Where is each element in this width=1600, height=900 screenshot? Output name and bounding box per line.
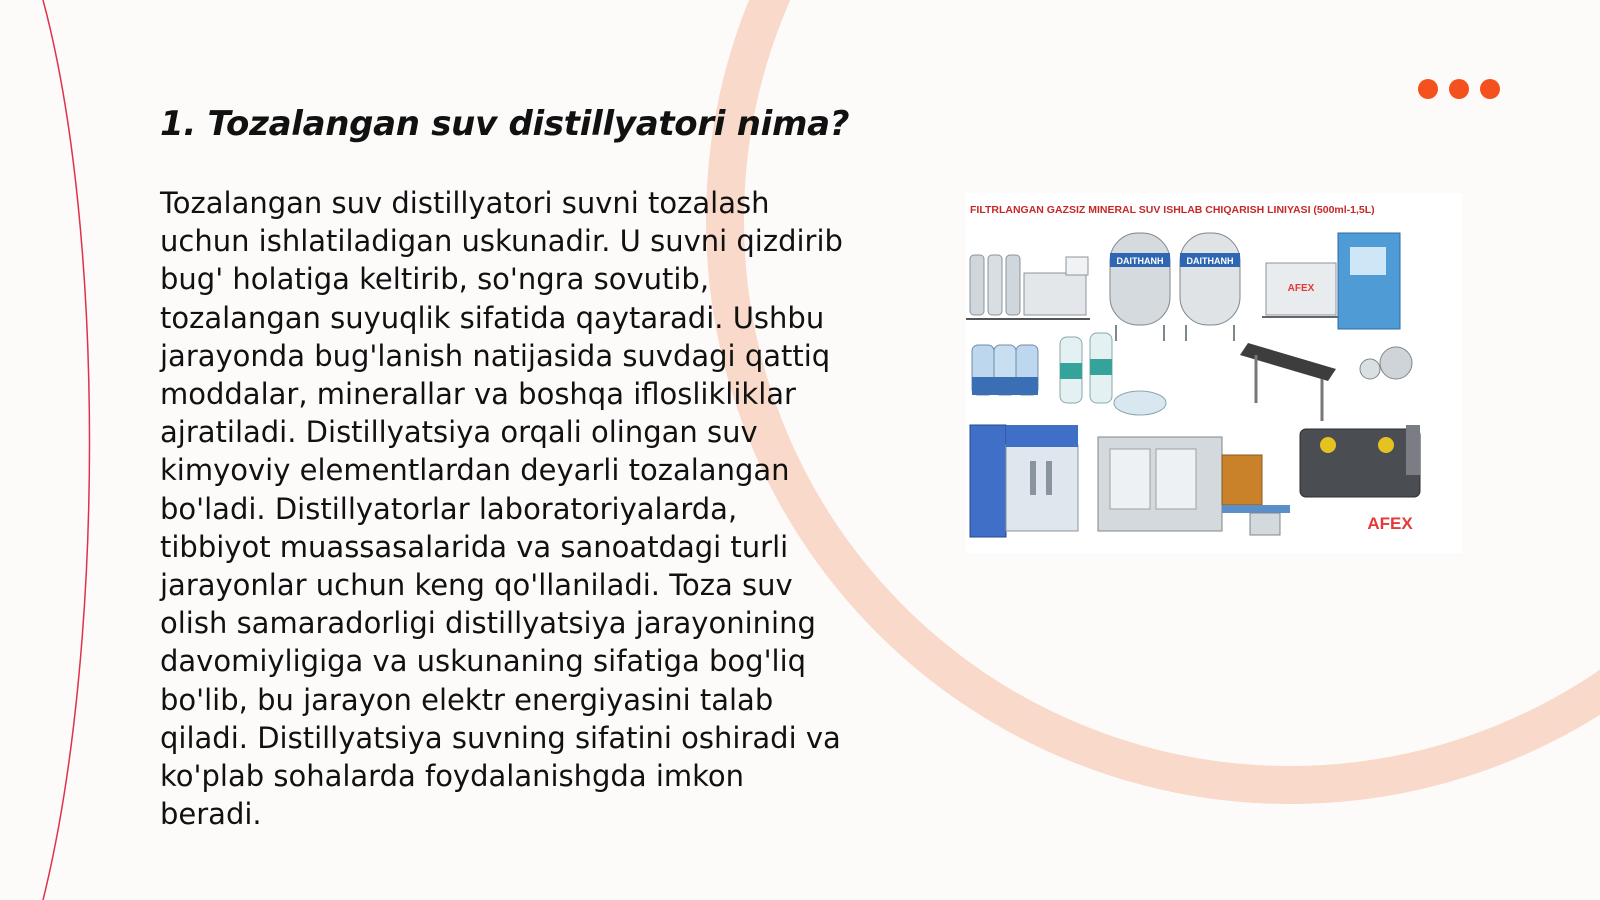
conveyor-belt	[1240, 343, 1412, 421]
dot-1	[1418, 79, 1438, 99]
filling-machine	[1098, 437, 1290, 535]
dot-2	[1449, 79, 1469, 99]
slide-body-text: Tozalangan suv distillyatori suvni tozalash uchun ishlatiladigan uskunadir. U suvni qizdirib bug' holatiga keltirib, so'ngra sovutib, tozalangan suyuqlik sifatida qaytaradi. Ushbu jarayonda bug'lanish natijasida suvdagi qattiq moddalar, minerallar va boshqa ifloslikliklar ajratiladi. Distillyatsiya orqali olingan suv kimyoviy elementlardan deyarli tozalangan bo'ladi. Distillyatorlar laboratoriyalarda, tibbiyot muassasalarida va sanoatdagi turli jarayonlar uchun keng qo'llaniladi. Toza suv olish samaradorligi distillyatsiya jarayonining davomiyligiga va uskunaning sifatiga bog'liq bo'lib, bu jarayon elektr energiyasini talab qiladi. Distillyatsiya suvning sifatini oshiradi va ko'plab sohalarda foydalanishgda imkon beradi.	[160, 186, 843, 832]
slide-title: 1. Tozalangan suv distillyatori nima?	[160, 104, 850, 144]
ro-filter-system	[966, 255, 1090, 319]
machine-logo: AFEX	[1287, 283, 1315, 294]
image-caption: FILTRLANGAN GAZSIZ MINERAL SUV ISHLAB CHIQARISH LINIYASI (500ml-1,5L)	[970, 204, 1375, 216]
air-compressor	[1300, 425, 1420, 497]
brand-logo: AFEX	[1367, 514, 1413, 533]
tank-label-1: DAITHANH	[1116, 256, 1164, 266]
water-bottles	[972, 333, 1166, 415]
more-dots-icon	[1418, 79, 1500, 99]
shrink-wrap-machine	[1262, 233, 1400, 329]
tank-label-2: DAITHANH	[1186, 256, 1234, 266]
production-line-image	[966, 193, 1462, 553]
storage-tanks	[1110, 233, 1240, 341]
dot-3	[1480, 79, 1500, 99]
blow-molding-machine	[970, 425, 1078, 537]
